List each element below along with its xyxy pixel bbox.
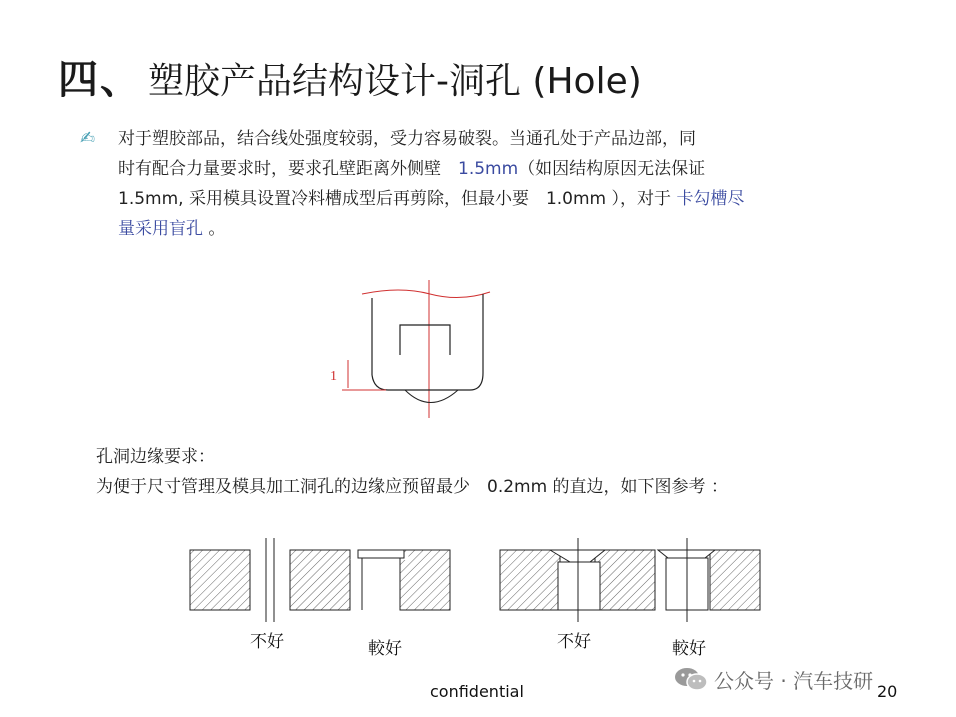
watermark-text: 公众号 · 汽车技研 [714, 668, 874, 693]
page-number: 20 [877, 682, 898, 701]
bullet-paragraph [118, 124, 868, 244]
hole-edge-figures [180, 530, 770, 660]
confidential-label: confidential [430, 682, 524, 701]
para-line-3: 1.5mm, 采用模具设置冷料槽成型后再剪除，但最小要 1.0mm ），对于 卡勾槽尽 [118, 189, 745, 209]
wechat-icon [674, 666, 708, 692]
highlight-snap-slot: 卡勾槽尽 [676, 189, 745, 209]
slide-title [58, 48, 642, 105]
para-line-4: 量采用盲孔 。 [118, 219, 226, 239]
title-text: 塑胶产品结构设计-洞孔 (Hole) [148, 61, 642, 102]
para-line-2: 时有配合力量要求时，要求孔壁距离外侧壁 1.5mm（如因结构原因无法保证 [118, 159, 706, 179]
edge-requirement-text: 为便于尺寸管理及模具加工洞孔的边缘应预留最少 0.2mm 的直边，如下图参考 ： [96, 477, 728, 497]
para-line-1: 对于塑胶部品，结合线处强度较弱，受力容易破裂。当通孔处于产品边部，同 [118, 129, 696, 149]
figure-label-bad-1: 不好 [250, 632, 284, 652]
edge-requirement-section [96, 442, 728, 502]
figure-label-bad-2: 不好 [557, 632, 591, 652]
right-panel [500, 538, 760, 622]
hole-edge-diagram [320, 280, 520, 420]
wall-distance-value: 1.5mm [458, 159, 519, 179]
dimension-label: 1 [330, 369, 337, 384]
title-number: 四、 [58, 56, 142, 103]
edge-requirement-heading: 孔洞边缘要求： [96, 447, 215, 467]
highlight-blind-hole: 量采用盲孔 [118, 219, 203, 239]
left-panel [190, 538, 450, 622]
figure-label-good-2: 較好 [672, 639, 706, 659]
pencil-icon: ✍ [80, 128, 96, 149]
figure-label-good-1: 較好 [368, 639, 402, 659]
